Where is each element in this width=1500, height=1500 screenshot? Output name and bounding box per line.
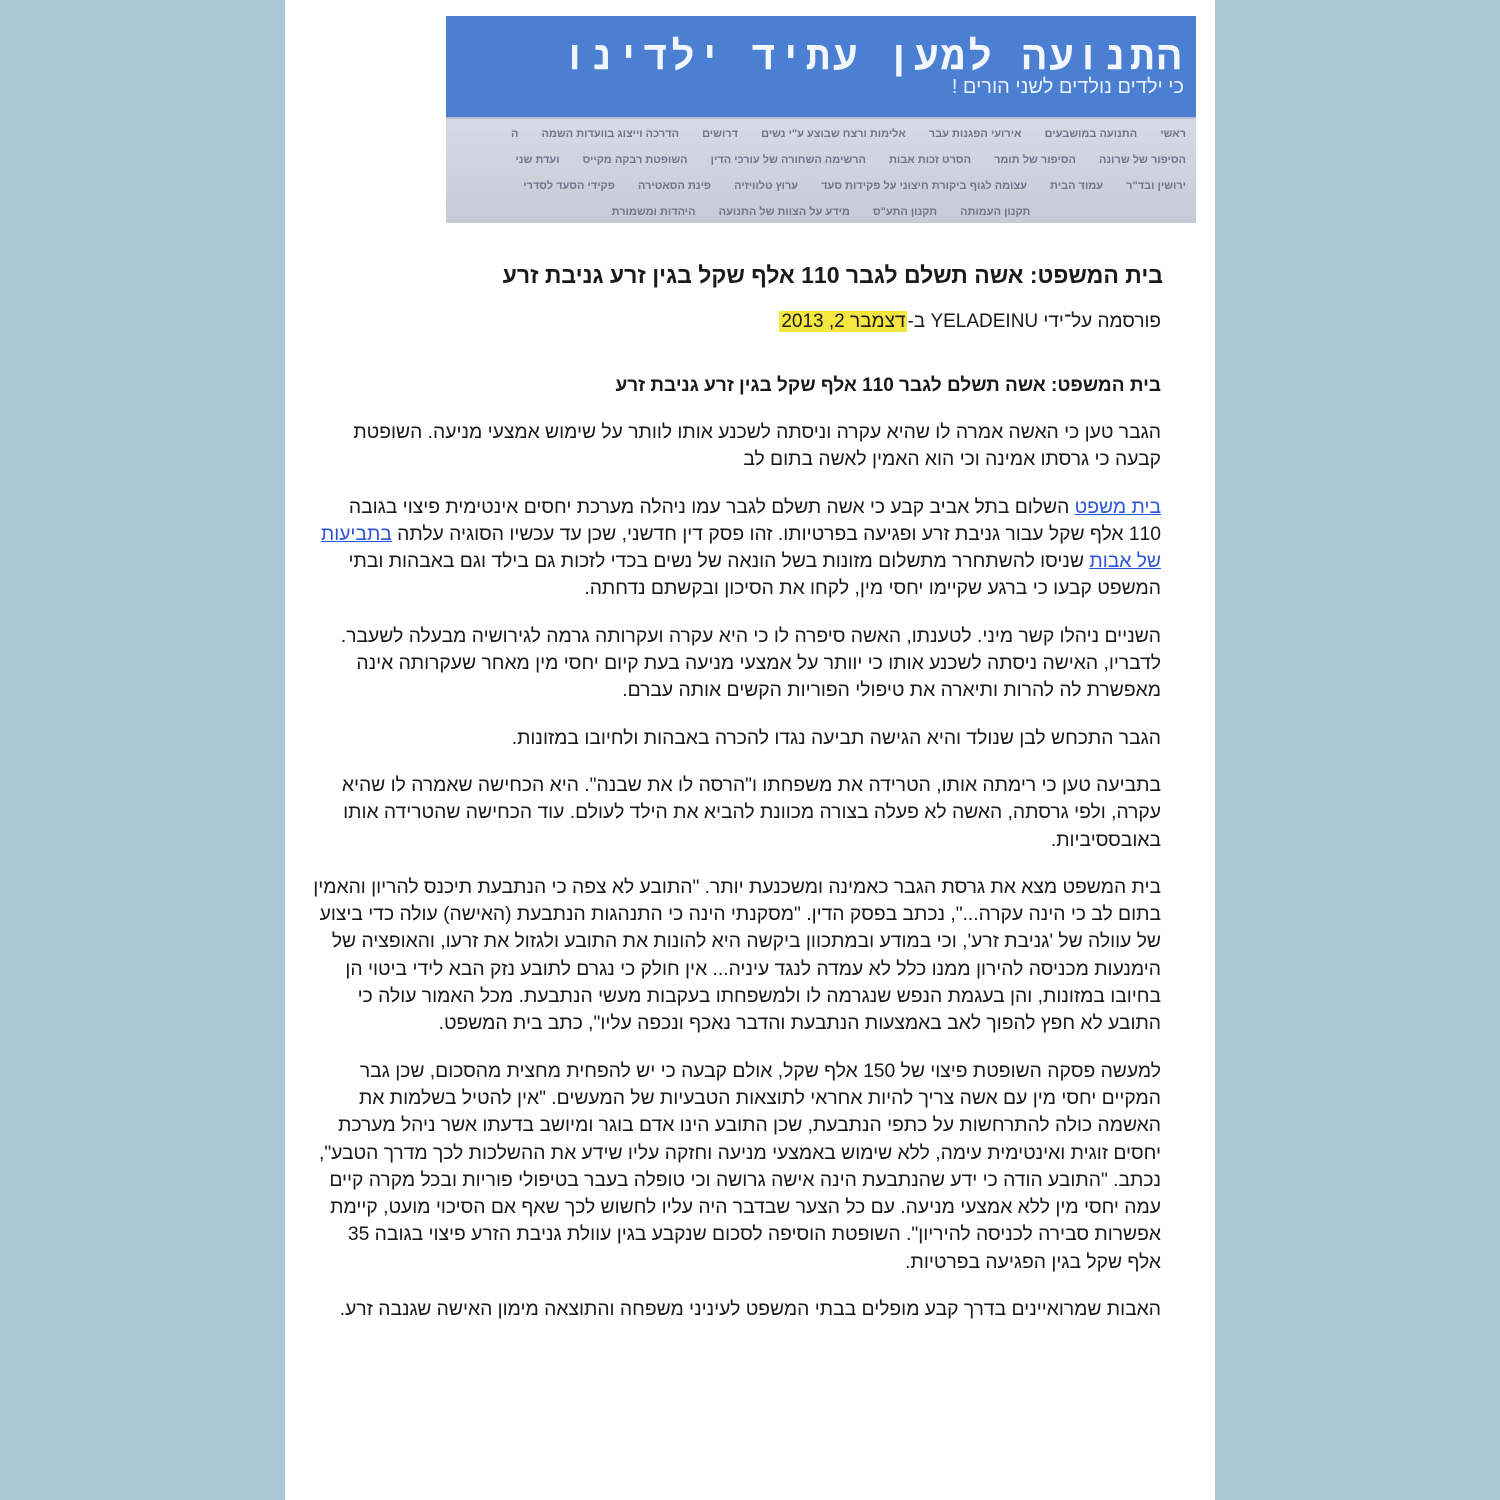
- nav-item[interactable]: עמוד הבית: [1050, 180, 1104, 192]
- nav-item[interactable]: מידע על הצוות של התנועה: [718, 206, 850, 218]
- post-byline: [303, 310, 1161, 335]
- nav-item[interactable]: ירושין ובד"ר: [1126, 180, 1186, 192]
- site-title: התנועה למען עתיד ילדינו: [562, 33, 1184, 79]
- nav-row-1: [446, 121, 1196, 147]
- byline-author: פורסמה על־ידי YELADEINU ב-: [907, 310, 1161, 332]
- nav-row-4: [446, 199, 1196, 223]
- nav-item[interactable]: התנועה במושבעים: [1044, 128, 1138, 140]
- article-paragraph: השניים ניהלו קשר מיני. לטענתו, האשה סיפרה לו כי היא עקרה ועקרותה גרמה לגירושיה מבעלה לשעבר. לדבריו, האישה ניסתה לשכנע אותו כי יוותר על אמצעי מניעה בעת קיום יחסי מין מאחר שעקרותה אינה מאפשרת לה להרות ותיארה את טיפולי הפוריות הקשים אותה עברם.: [340, 625, 1161, 702]
- post-content: [303, 262, 1163, 1343]
- nav-item[interactable]: תקנון התע"ס: [872, 206, 938, 218]
- site-subtitle: כי ילדים נולדים לשני הורים !: [951, 76, 1184, 98]
- fathers-claims-link[interactable]: בתביעות של אבות: [320, 523, 1161, 573]
- court-link[interactable]: בית משפט: [1074, 496, 1161, 518]
- nav-item[interactable]: הרשימה השחורה של עורכי הדין: [710, 154, 866, 166]
- nav-item[interactable]: דרושים: [702, 128, 739, 140]
- post-date[interactable]: דצמבר 2, 2013: [781, 310, 906, 332]
- nav-item[interactable]: אלימות ורצח שבוצע ע"י נשים: [761, 128, 906, 140]
- nav-item[interactable]: הסרט זכות אבות: [889, 154, 972, 166]
- nav-item[interactable]: ה: [510, 128, 519, 140]
- nav-item[interactable]: ראשי: [1160, 128, 1186, 140]
- nav-item[interactable]: אירועי הפגנות עבר: [928, 128, 1022, 140]
- nav-item[interactable]: עצומה לגוף ביקורת חיצוני על פקידות סעד: [821, 180, 1027, 192]
- paragraph-text: שניסו להשתחרר מתשלום מזונות בשל הונאה של נשים בכדי לזכות גם בילד וגם באבהות ובתי המשפט קבעו כי ברגע שקיימו יחסי מין, לקחו את הסיכון ובקשתם נדחתה.: [348, 551, 1161, 600]
- nav-item[interactable]: פינת הסאטירה: [637, 180, 712, 192]
- site-banner[interactable]: [446, 16, 1196, 117]
- nav-item[interactable]: ערוץ טלוויזיה: [734, 180, 799, 192]
- paragraph-text: השלום בתל אביב קבע כי אשה תשלם לגבר עמו ניהלה מערכת יחסים אינטימית פיצוי בגובה 110 אלף שקל עבור גניבת זרע ופגיעה בפרטיותו. זהו פסק דין חדשני, שכן עד עכשיו הסוגיה עלתה: [348, 496, 1161, 545]
- article-body: [303, 374, 1163, 1323]
- nav-menu: [446, 117, 1196, 223]
- article-paragraph: האבות שמרואיינים בדרך קבע מופלים בבתי המשפט לעיניני משפחה והתוצאה מימון האישה שגנבה זרע.: [339, 1298, 1161, 1320]
- article-paragraph: הגבר טען כי האשה אמרה לו שהיא עקרה וניסתה לשכנע אותו לוותר על שימוש אמצעי מניעה. השופטת קבעה כי גרסתו אמינה וכי הוא האמין לאשה בתום לב: [353, 421, 1161, 471]
- nav-item[interactable]: השופטת רבקה מקייס: [582, 154, 688, 166]
- nav-row-3: [446, 173, 1196, 199]
- article-paragraph: הגבר התכחש לבן שנולד והיא הגישה תביעה נגדו להכרה באבהות ולחיובו במזונות.: [511, 727, 1161, 749]
- nav-item[interactable]: הסיפור של שרונה: [1099, 154, 1186, 166]
- nav-row-2: [446, 147, 1196, 173]
- post-title[interactable]: בית המשפט: אשה תשלם לגבר 110 אלף שקל בגין זרע גניבת זרע: [502, 262, 1163, 288]
- article-title: בית המשפט: אשה תשלם לגבר 110 אלף שקל בגין זרע גניבת זרע: [615, 375, 1161, 397]
- article-paragraph: בית המשפט מצא את גרסת הגבר כאמינה ומשכנעת יותר. "התובע לא צפה כי הנתבעת תיכנס להריון והאמין בתום לב כי הינה עקרה...", נכתב בפסק הדין. "מסקנתי הינה כי התנהגות הנתבעת (האישה) עולה כדי ביצוע של עוולה של 'גניבת זרע', וכי במודע ובמתכוון ביקשה היא להונות את התובע ולגזול את זרעו, והאופציה של הימנעות מכניסה להירון ממנו כלל לא עמדה לנגד עיניה... אין חולק כי נגרם לתובע נזק הבא לידי ביטוי הן בחיובו במזונות, והן בעגמת הנפש שנגרמה לו ולמשפחתו בעקבות מעשי הנתבעת. מכל האמור עולה כי התובע לא חפץ להפוך לאב באמצעות הנתבעת והדבר נאכף ונכפה עליו", כתב בית המשפט.: [313, 876, 1161, 1035]
- nav-item[interactable]: היהדות ומשמורת: [611, 206, 696, 218]
- nav-item[interactable]: תקנון העמותה: [960, 206, 1031, 218]
- nav-item[interactable]: הסיפור של תומר: [994, 154, 1076, 166]
- nav-item[interactable]: הדרכה וייצוג בוועדות השמה: [541, 128, 680, 140]
- page: [285, 0, 1215, 1500]
- article-paragraph: למעשה פסקה השופטת פיצוי של 150 אלף שקל, אולם קבעה כי יש להפחית מחצית מהסכום, שכן גבר המקיים יחסי מין עם אשה צריך להיות אחראי לתוצאות הטבעיות של המעשים. "אין להטיל בשלמות את האשמה כולה להתרחשות על כתפי הנתבעת, שכן התובע הינו אדם בוגר ומיושב בדעתו אשר ניהל מערכת יחסים זוגית ואינטימית עימה, ללא שימוש באמצעי מניעה וחזקה עליו שידע את ההשלכות לכך מדרך הטבע", נכתב. "התובע הודה כי ידע שהנתבעת הינה אישה גרושה וכי טופלה בעבר בטיפולי פוריות ובכל מקרה קיים עמה יחסי מין ללא אמצעי מניעה. עם כל הצער שבדבר היה עליו לחשוש לכך שאף אם הסיכוי מועט, קיימת אפשרות סבירה לכניסה להיריון". השופטת הוסיפה לסכום שנקבע בגין עוולת גניבת הזרע פיצוי בגובה 35 אלף שקל בגין הפגיעה בפרטיות.: [318, 1060, 1161, 1273]
- article-paragraph: [313, 494, 1161, 603]
- site-header: [446, 16, 1196, 223]
- nav-item[interactable]: ועדת שני: [515, 154, 560, 166]
- article-paragraph: בתביעה טען כי רימתה אותו, הטרידה את משפחתו ו"הרסה לו את שבנה". היא הכחישה שאמרה לו שהיא עקרה, ולפי גרסתה, האשה לא פעלה בצורה מכוונת להביא את הילד לעולם. עוד הכחישה שהטרידה אותו באובססיביות.: [341, 774, 1161, 851]
- nav-item[interactable]: פקידי הסעד לסדרי: [523, 180, 615, 192]
